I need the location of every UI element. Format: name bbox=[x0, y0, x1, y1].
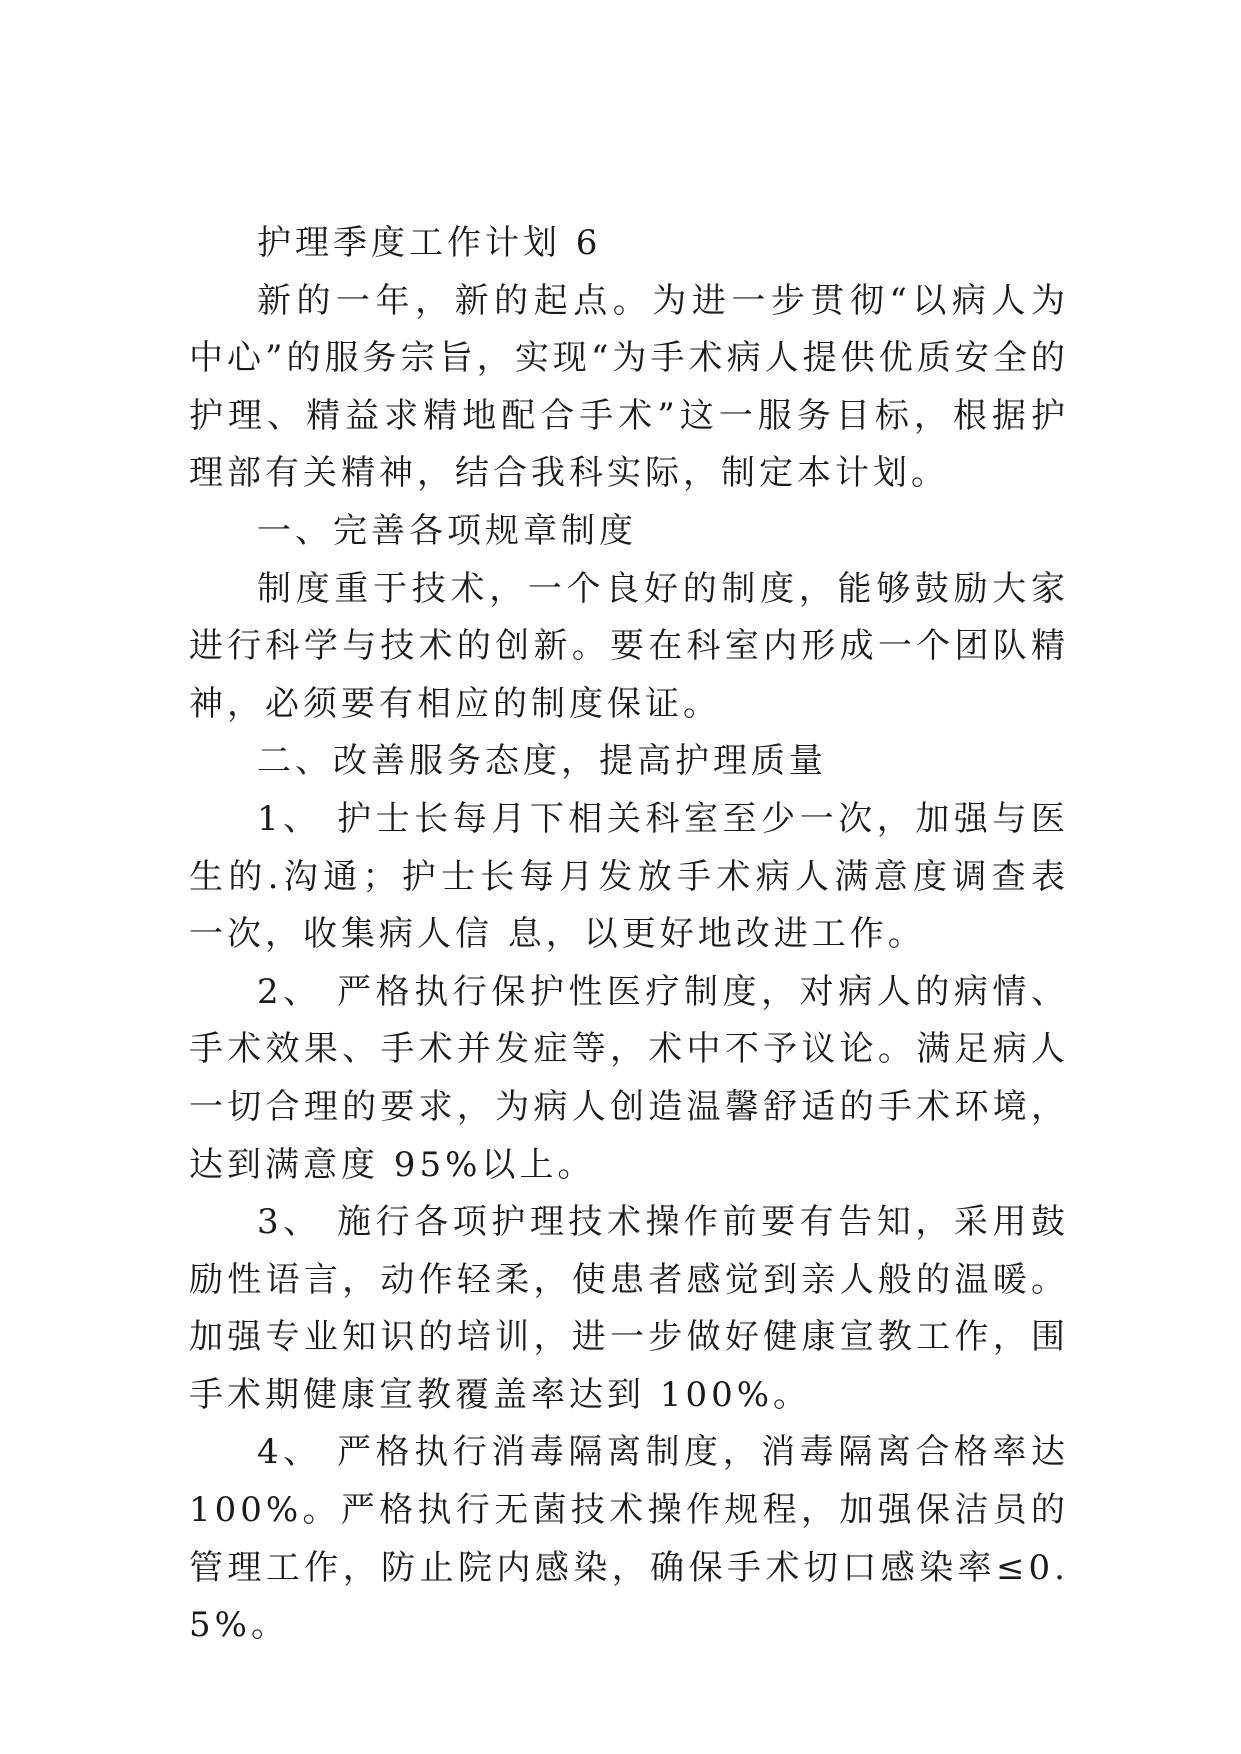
section-1-paragraph: 制度重于技术，一个良好的制度，能够鼓励大家进行科学与技术的创新。要在科室内形成一个团队精神，必须要有相应的制度保证。 bbox=[189, 568, 1069, 724]
section-heading-1: 一、完善各项规章制度 bbox=[257, 510, 637, 551]
document-body bbox=[189, 215, 1069, 1655]
list-item-4: 4、 严格执行消毒隔离制度，消毒隔离合格率达 100%。严格执行无菌技术操作规程，加强保洁员的管理工作，防止院内感染，确保手术切口感染率≤0.5%。 bbox=[189, 1432, 1069, 1646]
list-item-1: 1、 护士长每月下相关科室至少一次，加强与医生的.沟通；护士长每月发放手术病人满意度调查表一次，收集病人信 息，以更好地改进工作。 bbox=[189, 798, 1069, 955]
list-item-2: 2、 严格执行保护性医疗制度，对病人的病情、手术效果、手术并发症等，术中不予议论。满足病人一切合理的要求，为病人创造温馨舒适的手术环境，达到满意度 95%以上。 bbox=[189, 971, 1069, 1185]
list-item-3: 3、 施行各项护理技术操作前要有告知，采用鼓励性语言，动作轻柔，使患者感觉到亲人般的温暖。加强专业知识的培训，进一步做好健康宣教工作，围手术期健康宣教覆盖率达到 100%。 bbox=[189, 1202, 1069, 1415]
section-heading-2: 二、改善服务态度，提高护理质量 bbox=[257, 741, 827, 782]
intro-paragraph: 新的一年，新的起点。为进一步贯彻“以病人为中心”的服务宗旨，实现“为手术病人提供优质安全的护理、精益求精地配合手术”这一服务目标，根据护理部有关精神，结合我科实际，制定本计划。 bbox=[189, 280, 1069, 494]
document-title: 护理季度工作计划 6 bbox=[257, 223, 602, 263]
